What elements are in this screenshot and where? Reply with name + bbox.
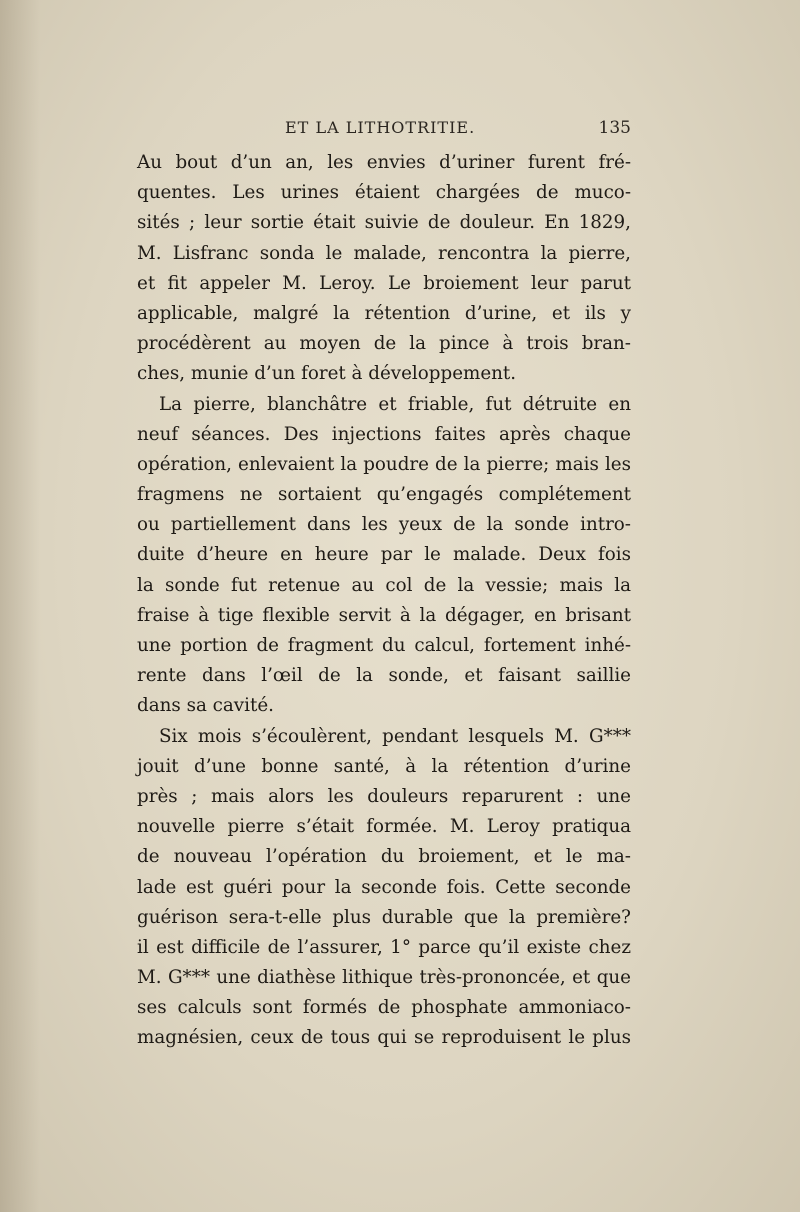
paragraph-1 <box>137 148 631 390</box>
text-line: rente dans l’œil de la sonde, et faisant saillie <box>137 665 631 687</box>
text-line: La pierre, blanchâtre et friable, fut détruite en <box>159 393 631 415</box>
text-line: opération, enlevaient la poudre de la pierre; mais les <box>137 453 631 475</box>
text-line: une portion de fragment du calcul, fortement inhé- <box>137 635 631 656</box>
text-line: Six mois s’écoulèrent, pendant lesquels M. G*** <box>159 725 631 747</box>
text-line: fraise à tige flexible servit à la dégager, en brisant <box>137 604 631 626</box>
text-line: de nouveau l’opération du broiement, et le ma- <box>137 846 631 868</box>
text-line: fragmens ne sortaient qu’engagés complétement <box>137 484 631 506</box>
text-line: ches, munie d’un foret à développement. <box>137 363 517 385</box>
text-line: et fit appeler M. Leroy. Le broiement leur parut <box>137 272 631 294</box>
text-line: guérison sera-t-elle plus durable que la première? <box>137 906 631 928</box>
text-line: la sonde fut retenue au col de la vessie; mais la <box>137 574 631 596</box>
text-line: M. Lisfranc sonda le malade, rencontra la pierre, <box>137 242 631 264</box>
page-header <box>137 114 631 142</box>
text-line: M. G*** une diathèse lithique très-prononcée, et que <box>137 967 631 989</box>
text-line: lade est guéri pour la seconde fois. Cette seconde <box>137 876 631 898</box>
text-line: sités ; leur sortie était suivie de douleur. En 1829, <box>137 212 631 234</box>
text-line: nouvelle pierre s’était formée. M. Leroy pratiqua <box>137 816 631 838</box>
text-line: duite d’heure en heure par le malade. Deux fois <box>137 544 631 566</box>
text-line: ou partiellement dans les yeux de la sonde intro- <box>137 514 631 536</box>
text-line: jouit d’une bonne santé, à la rétention d’urine <box>137 755 631 777</box>
text-line: il est difficile de l’assurer, 1° parce qu’il existe chez <box>137 936 631 958</box>
body-text <box>137 148 631 1054</box>
page-number: 135 <box>598 118 631 138</box>
text-line: applicable, malgré la rétention d’urine, et ils y <box>137 302 631 324</box>
text-line: dans sa cavité. <box>137 695 274 717</box>
paragraph-3 <box>137 722 631 1054</box>
text-line: procédèrent au moyen de la pince à trois bran- <box>137 333 631 355</box>
text-line: ses calculs sont formés de phosphate ammoniaco- <box>137 997 631 1019</box>
text-line: près ; mais alors les douleurs reparurent : une <box>137 785 631 807</box>
text-line: neuf séances. Des injections faites après chaque <box>137 423 631 445</box>
text-line: Au bout d’un an, les envies d’uriner furent fré- <box>137 152 631 173</box>
text-line: magnésien, ceux de tous qui se reproduisent le plus <box>137 1027 631 1049</box>
text-line: quentes. Les urines étaient chargées de muco- <box>137 182 631 204</box>
running-head: ET LA LITHOTRITIE. <box>285 118 476 137</box>
paragraph-2 <box>137 390 631 722</box>
